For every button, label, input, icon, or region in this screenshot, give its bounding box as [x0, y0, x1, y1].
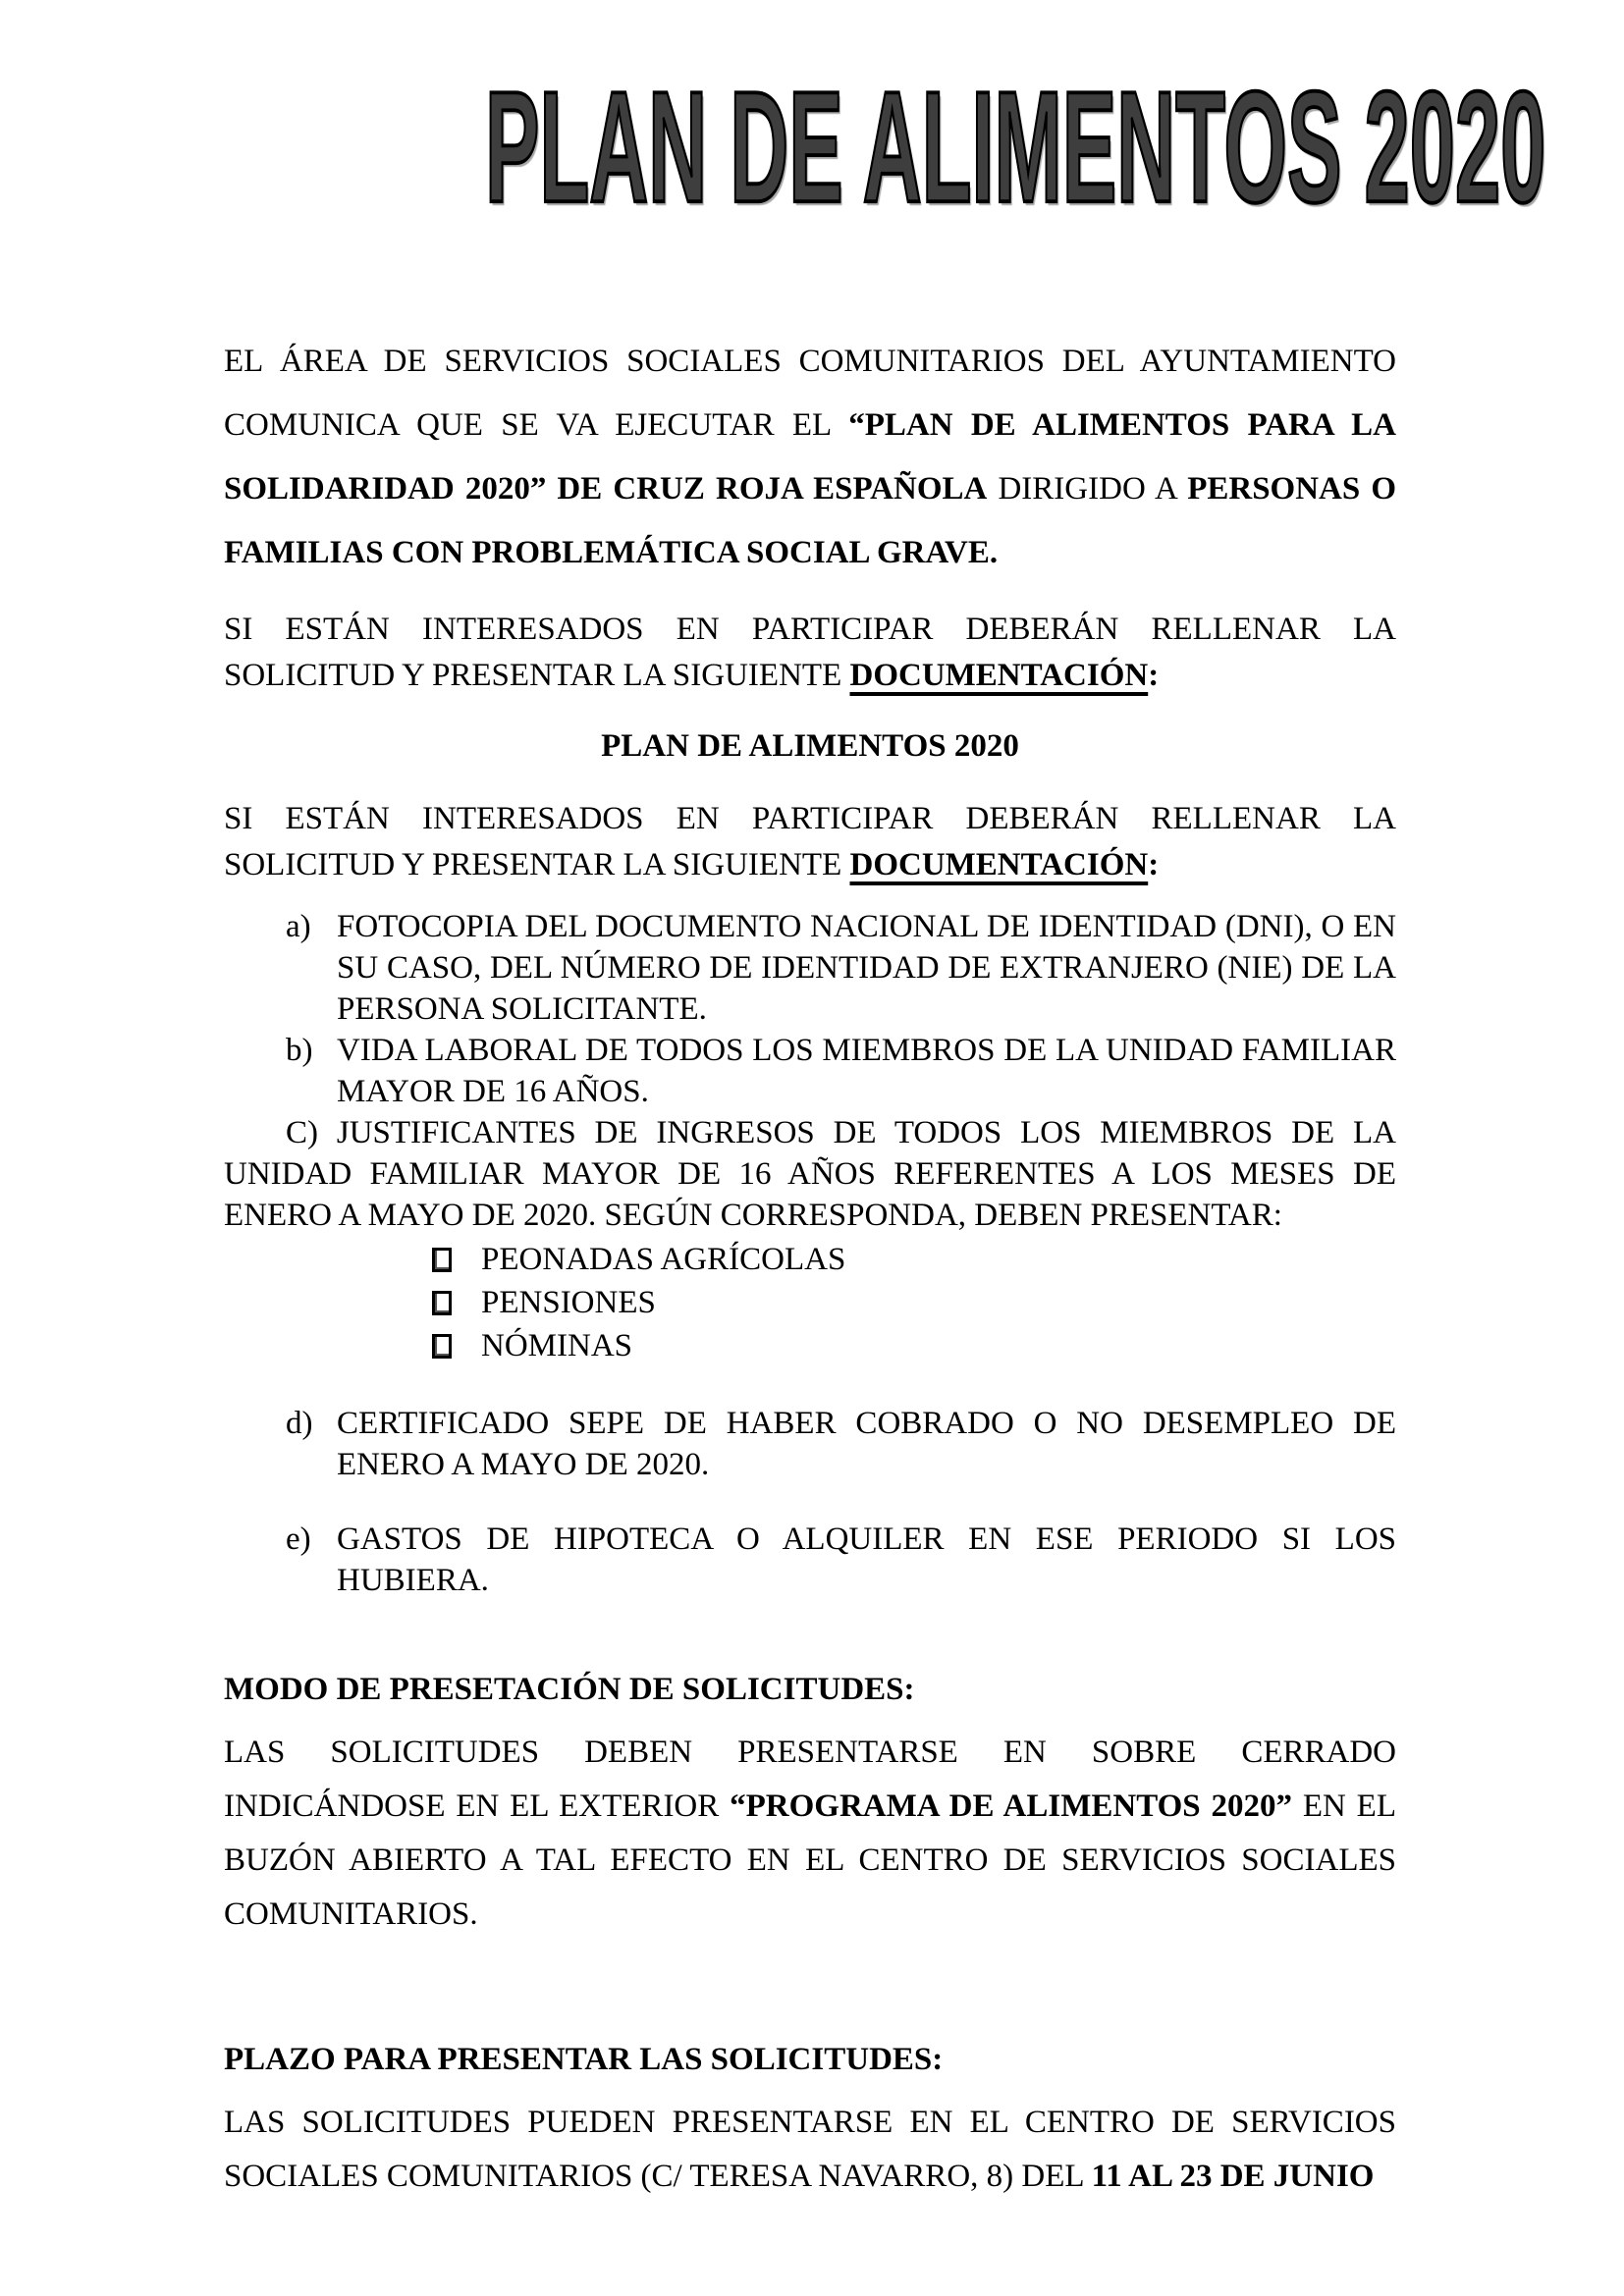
income-type-list — [224, 1238, 1396, 1367]
requirement-item-a — [224, 906, 1396, 1030]
participate-text: SI ESTÁN INTERESADOS EN PARTICIPAR DEBERÁN RELLENAR LA SOLICITUD Y PRESENTAR LA SIGUIENTE — [224, 612, 1396, 693]
checkbox-square-icon — [432, 1248, 452, 1272]
submission-text-1: LAS SOLICITUDES DEBEN PRESENTARSE EN SOBRE CERRADO INDICÁNDOSE EN EL EXTERIOR — [224, 1735, 1396, 1824]
participate-2-text: SI ESTÁN INTERESADOS EN PARTICIPAR DEBERÁN RELLENAR LA SOLICITUD Y PRESENTAR LA SIGUIENTE — [224, 801, 1396, 882]
item-e-marker: e) — [286, 1522, 311, 1557]
participate-colon: : — [1148, 658, 1160, 693]
income-type-label: PENSIONES — [481, 1284, 656, 1320]
submission-heading: MODO DE PRESETACIÓN DE SOLICITUDES: — [224, 1672, 915, 1707]
spacer — [224, 1601, 1396, 1672]
income-type-row — [432, 1238, 1396, 1281]
participate-2-colon: : — [1148, 847, 1160, 882]
section-heading: PLAN DE ALIMENTOS 2020 — [601, 728, 1019, 764]
deadline-bold: 11 AL 23 DE JUNIO — [1091, 2159, 1375, 2194]
participate-paragraph-2 — [224, 796, 1396, 888]
item-a-marker: a) — [286, 909, 311, 944]
submission-bold: “PROGRAMA DE ALIMENTOS 2020” — [730, 1789, 1292, 1824]
intro-paragraph — [224, 330, 1396, 585]
item-d-marker: d) — [286, 1406, 313, 1441]
item-b-text: VIDA LABORAL DE TODOS LOS MIEMBROS DE LA UNIDAD FAMILIAR MAYOR DE 16 AÑOS. — [337, 1033, 1396, 1109]
income-type-row — [432, 1281, 1396, 1324]
deadline-paragraph — [224, 2096, 1396, 2204]
deadline-heading: PLAZO PARA PRESENTAR LAS SOLICITUDES: — [224, 2042, 944, 2077]
requirement-item-d — [224, 1403, 1396, 1485]
documentacion-underlined-2: DOCUMENTACIÓN — [849, 847, 1149, 882]
item-e-text: GASTOS DE HIPOTECA O ALQUILER EN ESE PERIODO SI LOS HUBIERA. — [337, 1522, 1396, 1598]
spacer — [224, 1485, 1396, 1519]
income-type-label: PEONADAS AGRÍCOLAS — [481, 1241, 846, 1277]
participate-paragraph — [224, 607, 1396, 699]
intro-text-1: EL ÁREA DE SERVICIOS SOCIALES COMUNITARIOS DEL AYUNTAMIENTO COMUNICA QUE SE VA EJECUTAR EL — [224, 344, 1396, 443]
deadline-text: LAS SOLICITUDES PUEDEN PRESENTARSE EN EL CENTRO DE SERVICIOS SOCIALES COMUNITARIOS (C/ TERESA NAVARRO, 8) DEL — [224, 2105, 1396, 2194]
requirement-item-c: C) JUSTIFICANTES DE INGRESOS DE TODOS LOS MIEMBROS DE LA UNIDAD FAMILIAR MAYOR DE 16 AÑOS REFERENTES A LOS MESES DE ENERO A MAYO DE 2020. SEGÚN CORRESPONDA, DEBEN PRESENTAR: — [224, 1115, 1396, 1233]
item-b-marker: b) — [286, 1033, 313, 1068]
requirements-list — [224, 906, 1396, 1601]
item-a-text: FOTOCOPIA DEL DOCUMENTO NACIONAL DE IDENTIDAD (DNI), O EN SU CASO, DEL NÚMERO DE IDENTIDAD DE EXTRANJERO (NIE) DE LA PERSONA SOLICITANTE. — [337, 909, 1396, 1027]
document-banner — [224, 59, 1546, 237]
requirement-item-b — [224, 1030, 1396, 1112]
checkbox-square-icon — [432, 1291, 452, 1315]
submission-text-2: EN EL BUZÓN ABIERTO A TAL EFECTO EN EL CENTRO DE SERVICIOS SOCIALES COMUNITARIOS. — [224, 1789, 1396, 1932]
submission-paragraph — [224, 1726, 1396, 1942]
income-type-row — [432, 1324, 1396, 1367]
banner-title-text: PLAN DE ALIMENTOS 2020 — [485, 59, 1546, 237]
requirement-item-e — [224, 1519, 1396, 1601]
documentacion-underlined: DOCUMENTACIÓN — [849, 658, 1149, 693]
item-d-text: CERTIFICADO SEPE DE HABER COBRADO O NO DESEMPLEO DE ENERO A MAYO DE 2020. — [337, 1406, 1396, 1482]
spacer — [224, 1942, 1396, 2012]
intro-bold-1: “PLAN DE ALIMENTOS PARA LA SOLIDARIDAD 2020” DE CRUZ ROJA ESPAÑOLA — [224, 407, 1396, 507]
intro-bold-2: PERSONAS O FAMILIAS CON PROBLEMÁTICA SOCIAL GRAVE. — [224, 471, 1397, 570]
checkbox-square-icon — [432, 1334, 452, 1359]
income-type-label: NÓMINAS — [481, 1327, 633, 1363]
spacer — [224, 2012, 1396, 2042]
intro-text-2: DIRIGIDO A — [987, 471, 1188, 507]
